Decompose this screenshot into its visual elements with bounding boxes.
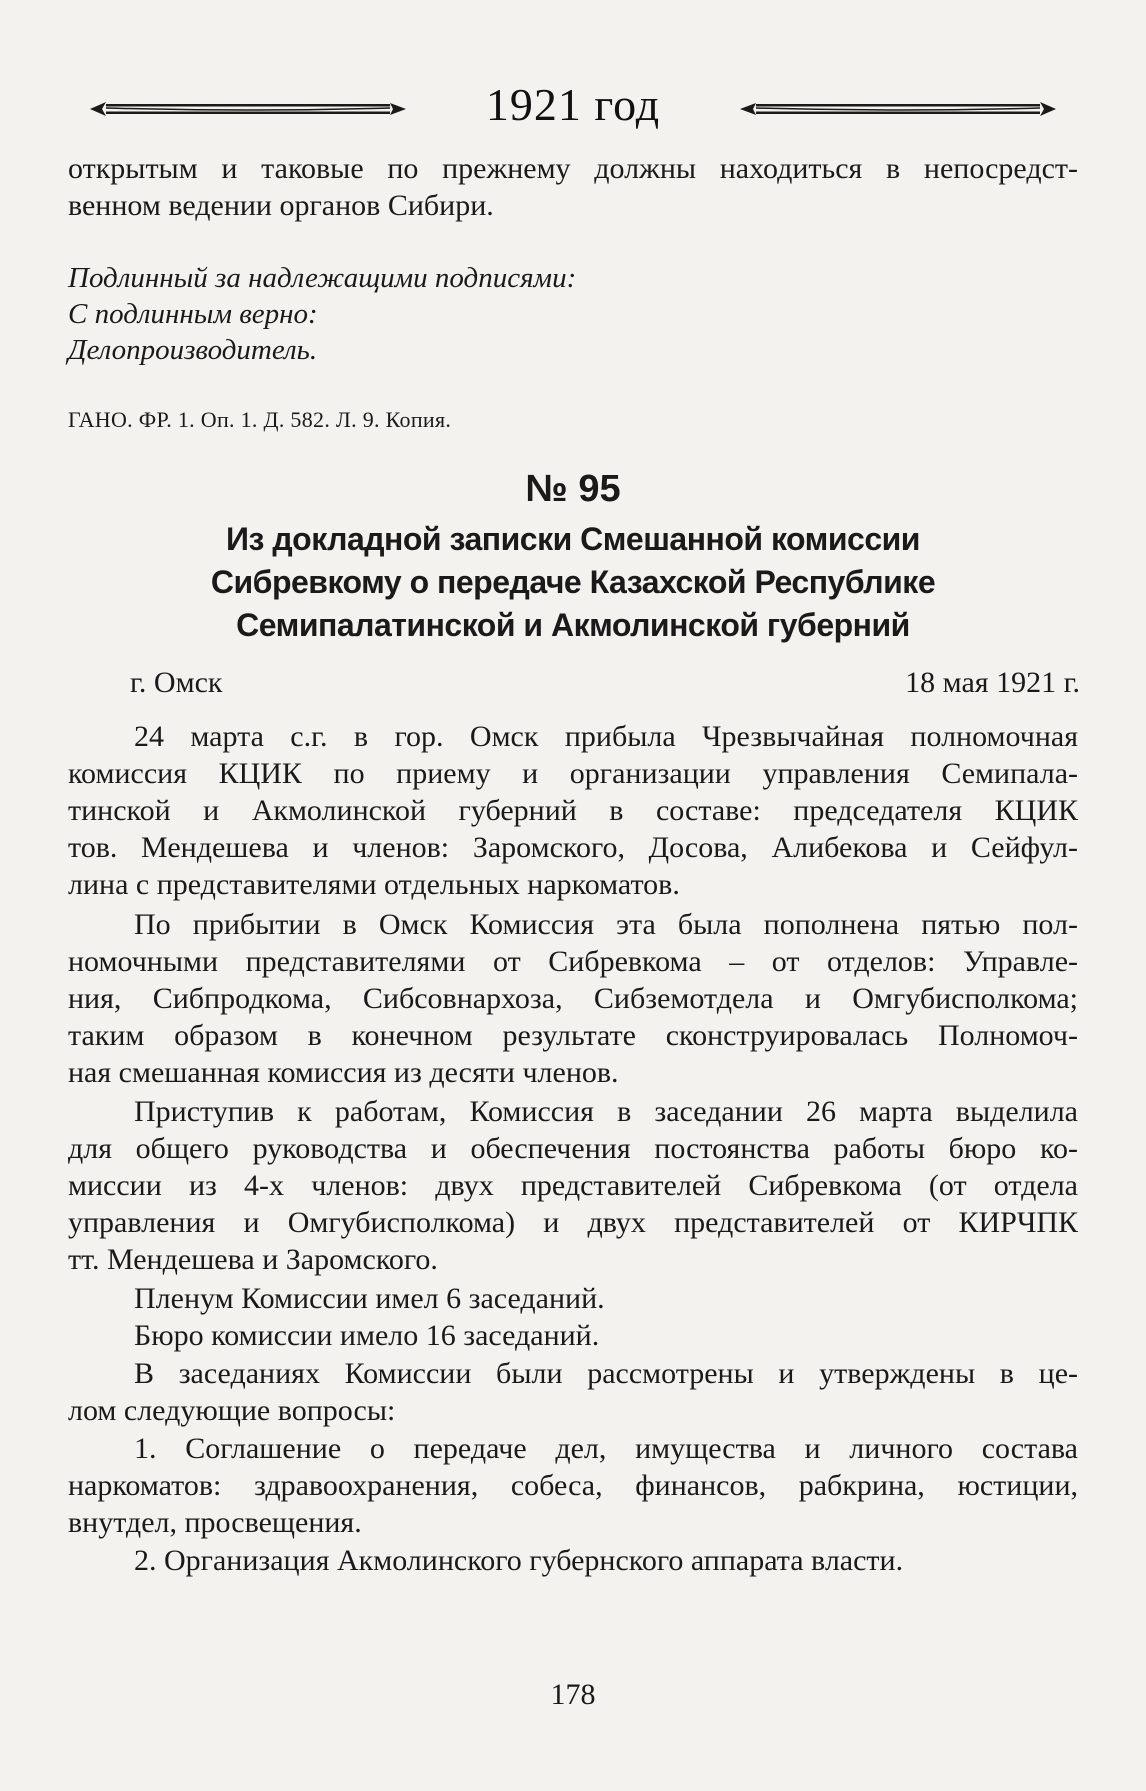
text-line: управления и Омгубисполкома) и двух представителей от КИРЧПК — [68, 1206, 1078, 1239]
text-line: лина с представителями отдельных наркоматов. — [68, 868, 680, 901]
text-line: 1. Соглашение о передаче дел, имущества и личного состава — [134, 1432, 1078, 1465]
decorative-rule-icon — [738, 98, 1058, 120]
page-number: 178 — [550, 1678, 596, 1711]
text-line: Приступив к работам, Комиссия в заседании 26 марта выделила — [134, 1095, 1078, 1128]
document-number: № 95 — [525, 468, 621, 510]
body-paragraph — [68, 718, 1078, 903]
text-line: открытым и таковые по прежнему должны находиться в непосредст- — [68, 152, 1078, 185]
text-line: тт. Мендешева и Заромского. — [68, 1243, 438, 1276]
body-paragraph — [68, 1280, 1078, 1317]
place-date-row — [130, 664, 1080, 701]
text-line: Бюро комиссии имело 16 заседаний. — [134, 1319, 600, 1352]
text-line: По прибытии в Омск Комиссия эта была пополнена пятью пол- — [134, 908, 1078, 941]
running-head — [88, 78, 1058, 138]
text-line: 24 марта с.г. в гор. Омск прибыла Чрезвычайная полномочная — [134, 720, 1078, 753]
signature-line: Подлинный за надлежащими подписями: — [68, 262, 577, 294]
text-line: таким образом в конечном результате сконструировалась Полномоч- — [68, 1019, 1078, 1052]
text-line: ния, Сибпродкома, Сибсовнархоза, Сибземотдела и Омгубисполкома; — [68, 982, 1078, 1015]
text-line: Пленум Комиссии имел 6 заседаний. — [134, 1282, 605, 1315]
text-line: 2. Организация Акмолинского губернского аппарата власти. — [134, 1544, 904, 1577]
intro-paragraph — [68, 150, 1078, 224]
title-line: Семипалатинской и Акмолинской губерний — [236, 607, 910, 643]
body-paragraph — [68, 1430, 1078, 1541]
body-paragraph — [68, 1317, 1078, 1354]
text-line: комиссия КЦИК по приему и организации управления Семипала- — [68, 757, 1078, 790]
archive-reference: ГАНО. ФР. 1. Оп. 1. Д. 582. Л. 9. Копия. — [68, 407, 452, 432]
signature-line: С подлинным верно: — [68, 298, 318, 330]
signature-line: Делопроизводитель. — [68, 334, 318, 366]
text-line: В заседаниях Комиссии были рассмотрены и утверждены в це- — [134, 1357, 1078, 1390]
title-line: Сибревкому о передаче Казахской Республике — [210, 564, 936, 600]
document-date: 18 мая 1921 г. — [905, 666, 1080, 699]
document-title — [130, 518, 1016, 647]
text-line: ная смешанная комиссия из десяти членов. — [68, 1056, 619, 1089]
text-line: тов. Мендешева и членов: Заромского, Досова, Алибекова и Сейфул- — [68, 831, 1078, 864]
running-head-title: 1921 год — [485, 79, 661, 130]
text-line: венном ведении органов Сибири. — [68, 189, 494, 222]
text-line: наркоматов: здравоохранения, собеса, финансов, рабкрина, юстиции, — [68, 1469, 1078, 1502]
signature-block — [68, 260, 1078, 368]
title-line: Из докладной записки Смешанной комиссии — [226, 521, 920, 557]
body-paragraph — [68, 1355, 1078, 1429]
body-paragraph — [68, 1093, 1078, 1278]
text-line: для общего руководства и обеспечения постоянства работы бюро ко- — [68, 1132, 1078, 1165]
body-paragraph — [68, 1542, 1078, 1579]
text-line: лом следующие вопросы: — [68, 1394, 396, 1427]
text-line: внутдел, просвещения. — [68, 1506, 362, 1539]
text-line: миссии из 4-х членов: двух представителей Сибревкома (от отдела — [68, 1169, 1078, 1202]
text-line: тинской и Акмолинской губерний в составе: председателя КЦИК — [68, 794, 1078, 827]
text-line: номочными представителями от Сибревкома – от отделов: Управле- — [68, 945, 1078, 978]
document-place: г. Омск — [130, 666, 223, 699]
body-paragraph — [68, 906, 1078, 1091]
